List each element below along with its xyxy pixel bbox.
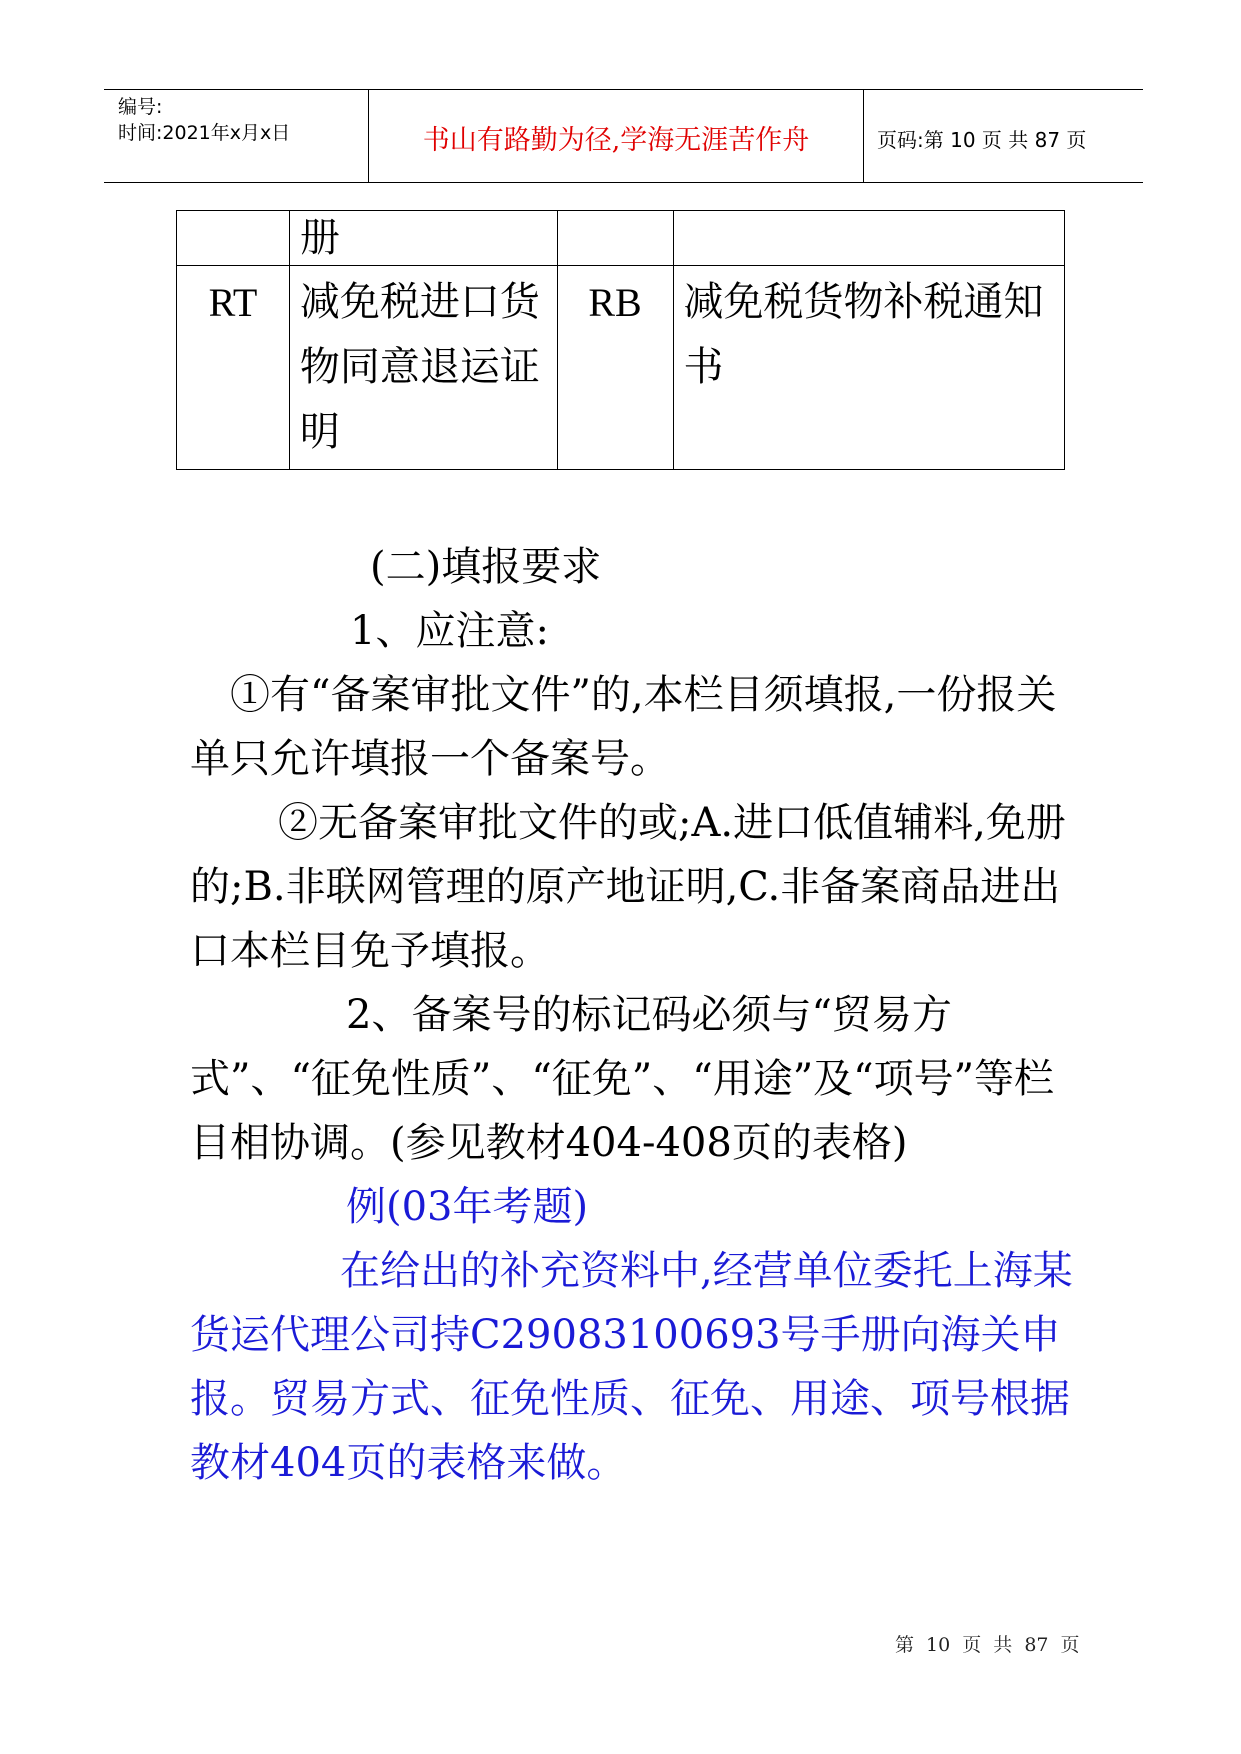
header-meta-cell — [104, 90, 369, 182]
example-title: 例(03年考题) — [346, 1184, 589, 1230]
table-row — [177, 266, 1065, 470]
table-cell — [177, 211, 290, 266]
code-table — [176, 210, 1065, 470]
table-cell: 减免税进口货物同意退运证明 — [289, 266, 557, 470]
table-cell: RT — [177, 266, 290, 470]
time-label: 时间:2021年x月x日 — [118, 122, 291, 144]
header-page-cell — [864, 90, 1143, 182]
example-text: 在给出的补充资料中,经营单位委托上海某货运代理公司持C29083100693号手册向海关申报。贸易方式、征免性质、征免、用途、项号根据教材404页的表格来做。 — [190, 1248, 1073, 1486]
section-heading: (二)填报要求 — [370, 544, 602, 590]
header-page-label: 页码:第 10 页 共 87 页 — [877, 128, 1087, 152]
table-cell — [557, 211, 673, 266]
subheading: 1、应注意: — [350, 608, 549, 654]
page-footer: 第 10 页 共 87 页 — [895, 1634, 1080, 1656]
table-cell: RB — [557, 266, 673, 470]
table-cell: 减免税货物补税通知书 — [673, 266, 1065, 470]
number-label: 编号: — [118, 96, 163, 118]
item-1: ①有“备案审批文件”的,本栏目须填报,一份报关单只允许填报一个备案号。 — [190, 672, 1057, 782]
table-row — [177, 211, 1065, 266]
table-cell: 册 — [289, 211, 557, 266]
item-2: ②无备案审批文件的或;A.进口低值辅料,免册的;B.非联网管理的原产地证明,C.非备案商品进出口本栏目免予填报。 — [190, 800, 1066, 974]
table-cell — [673, 211, 1065, 266]
header-motto-cell — [369, 90, 864, 182]
page-header — [104, 89, 1143, 183]
requirement-2: 2、备案号的标记码必须与“贸易方式”、“征免性质”、“征免”、“用途”及“项号”等栏目相协调。(参见教材404-408页的表格) — [190, 992, 1055, 1166]
document-body — [190, 535, 1080, 1495]
motto: 书山有路勤为径,学海无涯苦作舟 — [422, 125, 810, 156]
